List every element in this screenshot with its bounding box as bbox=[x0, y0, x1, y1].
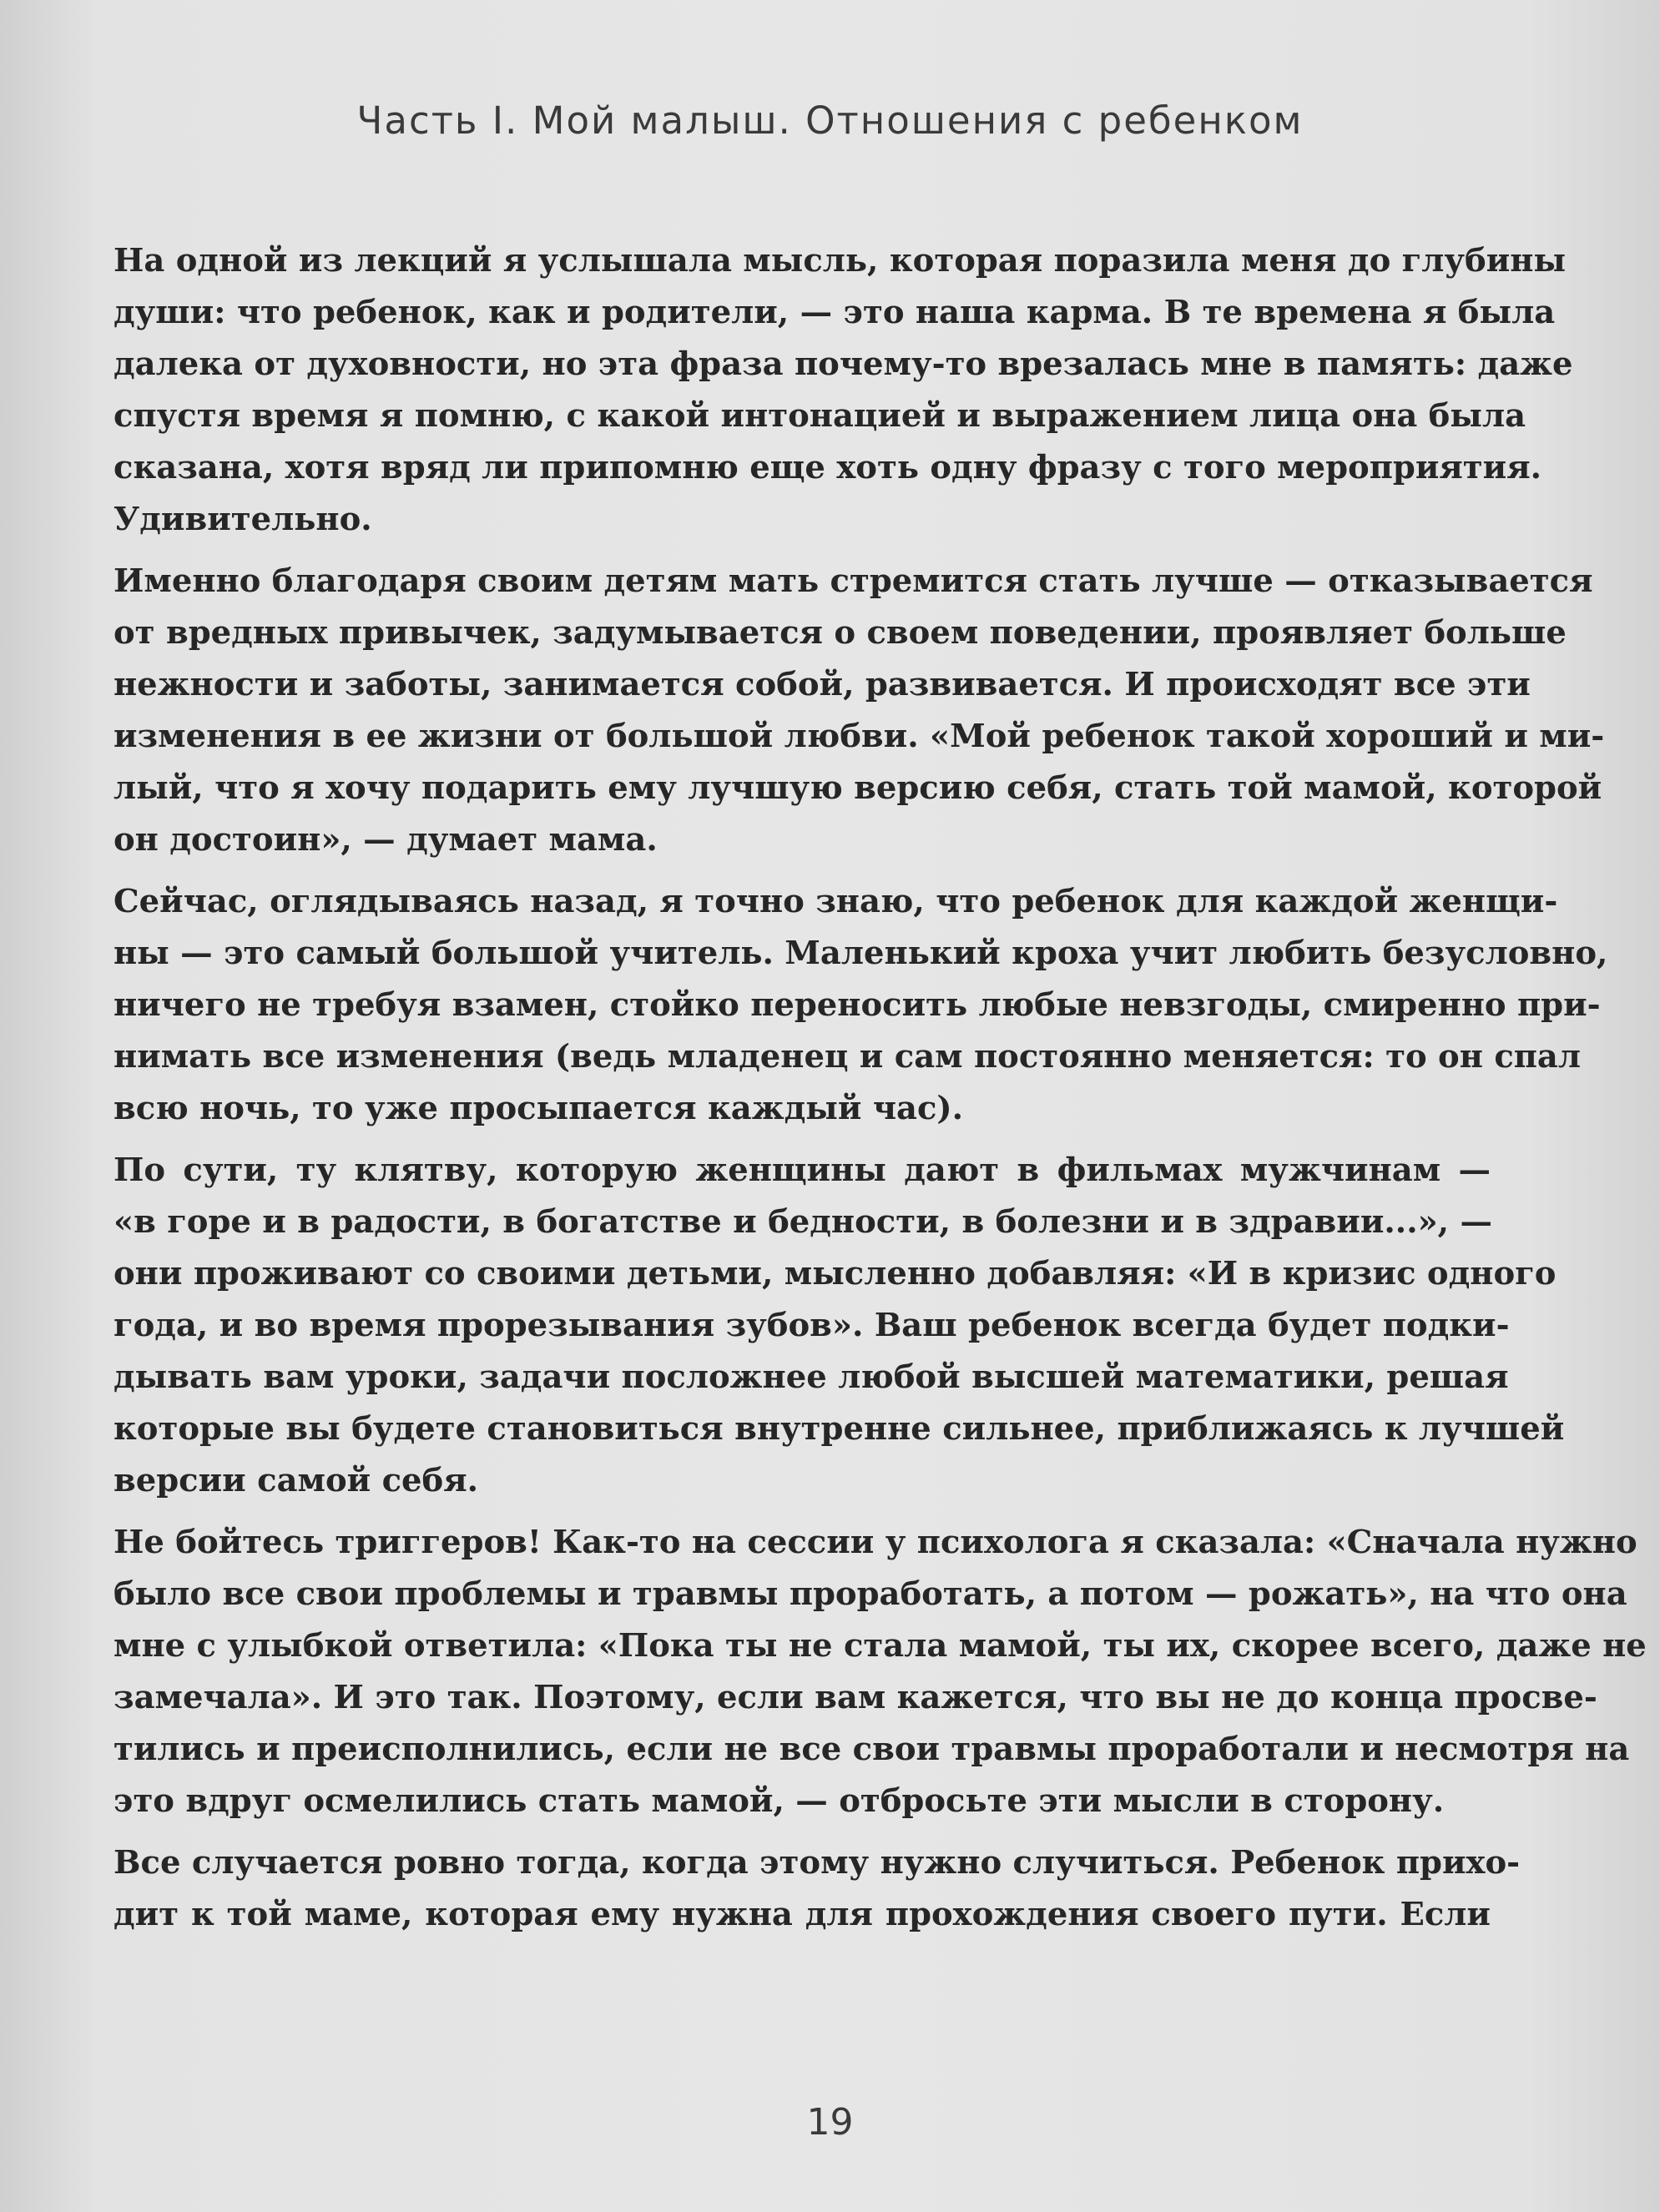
paragraph-gap bbox=[114, 1827, 1491, 1837]
text-line: На одной из лекций я услышала мысль, которая поразила меня до глубины bbox=[114, 242, 1567, 280]
text-line: всю ночь, то уже просыпается каждый час). bbox=[114, 1090, 964, 1127]
text-line: изменения в ее жизни от большой любви. «Мой ребенок такой хороший и ми- bbox=[114, 718, 1605, 755]
text-line: версии самой себя. bbox=[114, 1462, 479, 1499]
text-line: он достоин», — думает мама. bbox=[114, 821, 658, 859]
running-head: Часть I. Мой малыш. Отношения с ребенком bbox=[356, 98, 1304, 143]
text-line: ны — это самый большой учитель. Маленький кроха учит любить безусловно, bbox=[114, 935, 1608, 972]
text-line: Не бойтесь триггеров! Как-то на сессии у психолога я сказала: «Сначала нужно bbox=[114, 1524, 1637, 1561]
paragraph bbox=[114, 1837, 1521, 1941]
text-line: ничего не требуя взамен, стойко переносить любые невзгоды, смиренно при- bbox=[114, 986, 1601, 1024]
text-line: Именно благодаря своим детям мать стремится стать лучше — отказывается bbox=[114, 562, 1593, 600]
text-line: «в горе и в радости, в богатстве и бедности, в болезни и в здравии...», — bbox=[114, 1203, 1492, 1241]
text-line: По сути, ту клятву, которую женщины дают в фильмах мужчинам — bbox=[114, 1151, 1491, 1189]
paragraph bbox=[114, 1517, 1647, 1827]
text-line: души: что ребенок, как и родители, — это наша карма. В те времена я была bbox=[114, 294, 1556, 331]
text-line: было все свои проблемы и травмы проработать, а потом — рожать», на что она bbox=[114, 1575, 1627, 1613]
text-line: Удивительно. bbox=[114, 501, 372, 538]
paragraph bbox=[114, 1145, 1565, 1507]
text-line: они проживают со своими детьми, мысленно добавляя: «И в кризис одного bbox=[114, 1255, 1557, 1292]
text-line: Все случается ровно тогда, когда этому нужно случиться. Ребенок прихо- bbox=[114, 1844, 1521, 1882]
text-line: от вредных привычек, задумывается о своем поведении, проявляет больше bbox=[114, 614, 1567, 652]
text-line: дывать вам уроки, задачи посложнее любой высшей математики, решая bbox=[114, 1358, 1509, 1396]
text-line: нежности и заботы, занимается собой, развивается. И происходят все эти bbox=[114, 666, 1531, 703]
paragraph-gap bbox=[114, 866, 1491, 876]
text-line: года, и во время прорезывания зубов». Ваш ребенок всегда будет подки- bbox=[114, 1307, 1510, 1344]
paragraph bbox=[114, 876, 1608, 1135]
text-line: спустя время я помню, с какой интонацией и выражением лица она была bbox=[114, 397, 1526, 435]
text-line: далека от духовности, но эта фраза почему-то врезалась мне в память: даже bbox=[114, 345, 1573, 383]
text-line: которые вы будете становиться внутренне сильнее, приближаясь к лучшей bbox=[114, 1410, 1565, 1448]
text-line: Сейчас, оглядываясь назад, я точно знаю, что ребенок для каждой женщи- bbox=[114, 883, 1558, 920]
paragraph bbox=[114, 235, 1573, 546]
text-line: мне с улыбкой ответила: «Пока ты не стала мамой, ты их, скорее всего, даже не bbox=[114, 1627, 1647, 1665]
text-line: сказана, хотя вряд ли припомню еще хоть одну фразу с того мероприятия. bbox=[114, 449, 1542, 486]
text-line: лый, что я хочу подарить ему лучшую версию себя, стать той мамой, которой bbox=[114, 769, 1602, 807]
text-line: нимать все изменения (ведь младенец и сам постоянно меняется: то он спал bbox=[114, 1038, 1582, 1076]
page-number: 19 bbox=[806, 2101, 854, 2144]
text-line: замечала». И это так. Поэтому, если вам кажется, что вы не до конца просве- bbox=[114, 1679, 1597, 1716]
text-line: тились и преисполнились, если не все свои травмы проработали и несмотря на bbox=[114, 1731, 1630, 1768]
paragraph-gap bbox=[114, 1135, 1491, 1145]
paragraph-gap bbox=[114, 1507, 1491, 1517]
text-line: дит к той маме, которая ему нужна для прохождения своего пути. Если bbox=[114, 1896, 1491, 1933]
text-line: это вдруг осмелились стать мамой, — отбросьте эти мысли в сторону. bbox=[114, 1782, 1445, 1820]
paragraph-gap bbox=[114, 546, 1491, 556]
paragraph bbox=[114, 556, 1605, 866]
body-text bbox=[114, 235, 1647, 1941]
